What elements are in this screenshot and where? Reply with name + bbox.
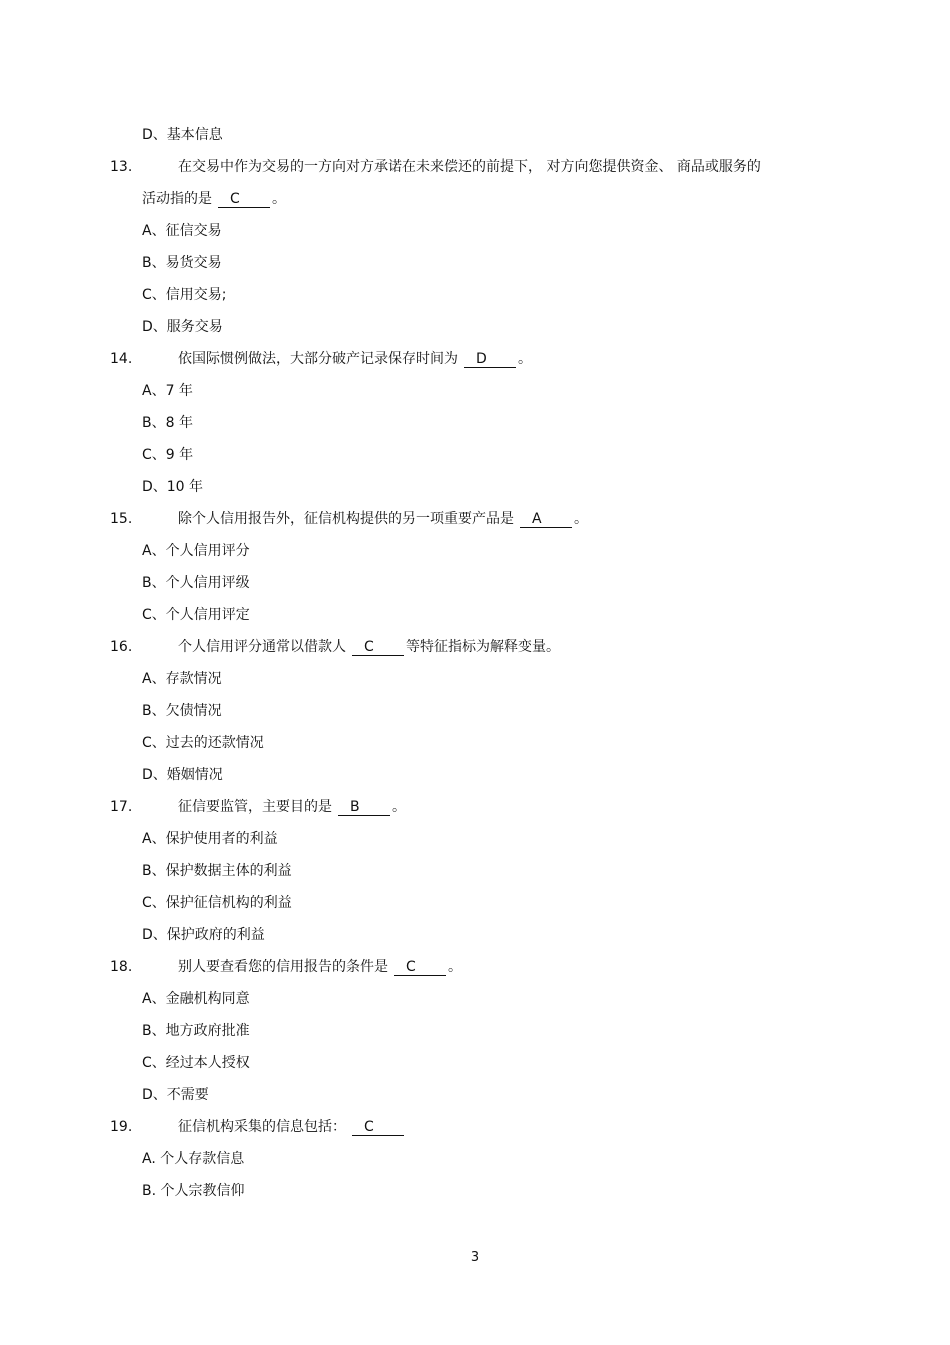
question-14 [0,343,950,375]
option-line [0,983,950,1015]
option-text: D、不需要 [142,1087,209,1103]
question-number: 19. [110,1119,133,1135]
answer-blank: B [338,799,390,816]
option-line [0,279,950,311]
question-text-after: 。 [448,959,462,975]
question-number: 14. [110,351,133,367]
option-text: D、服务交易 [142,319,223,335]
answer-blank: D [464,351,516,368]
option-line [0,407,950,439]
option-text: D、10 年 [142,479,204,495]
option-text: B、8 年 [142,415,193,431]
option-text: C、个人信用评定 [142,607,250,623]
option-text: D、保护政府的利益 [142,927,265,943]
question-13-continued [0,183,950,215]
option-text: D、婚姻情况 [142,767,223,783]
question-text-wrap [178,951,462,983]
question-13 [0,151,950,183]
question-text: 个人信用评分通常以借款人 [178,639,346,655]
option-line [0,599,950,631]
option-line [0,887,950,919]
option-text: D、基本信息 [142,127,223,143]
option-line [0,1079,950,1111]
option-text: C、信用交易; [142,287,227,303]
option-text: C、9 年 [142,447,194,463]
option-text: A. 个人存款信息 [142,1151,245,1167]
question-text: 除个人信用报告外，征信机构提供的另一项重要产品是 [178,511,514,527]
question-18 [0,951,950,983]
option-line [0,1015,950,1047]
question-text-wrap [178,631,560,663]
option-line [0,215,950,247]
answer-blank: A [520,511,572,528]
question-text-after: 等特征指标为解释变量。 [406,639,560,655]
option-text: A、征信交易 [142,223,222,239]
option-text: A、保护使用者的利益 [142,831,278,847]
question-17 [0,791,950,823]
option-line [0,119,950,151]
option-line [0,375,950,407]
page-number: 3 [470,1250,480,1265]
question-number: 18. [110,959,133,975]
option-line [0,823,950,855]
question-number: 17. [110,799,133,815]
option-line [0,471,950,503]
answer-blank: C [352,639,404,656]
question-text-wrap [178,343,532,375]
question-text: 在交易中作为交易的一方向对方承诺在未来偿还的前提下， 对方向您提供资金、 商品或服务的 [178,159,761,175]
question-text: 征信机构采集的信息包括： [178,1119,346,1135]
option-text: B、保护数据主体的利益 [142,863,292,879]
option-line [0,439,950,471]
option-line [0,663,950,695]
question-text-after: 。 [392,799,406,815]
option-line [0,855,950,887]
answer-blank: C [394,959,446,976]
question-number: 13. [110,159,133,175]
option-line [0,535,950,567]
option-text: A、7 年 [142,383,193,399]
question-text-wrap [178,503,588,535]
question-text-wrap [178,1111,406,1143]
question-text: 别人要查看您的信用报告的条件是 [178,959,388,975]
option-text: C、过去的还款情况 [142,735,264,751]
question-text-after: 。 [518,351,532,367]
question-text: 活动指的是 [142,191,212,207]
option-text: A、存款情况 [142,671,222,687]
answer-blank: C [218,191,270,208]
option-line [0,567,950,599]
option-line [0,919,950,951]
question-text: 依国际惯例做法，大部分破产记录保存时间为 [178,351,458,367]
question-number: 15. [110,511,133,527]
question-text-after: 。 [574,511,588,527]
option-line [0,1175,950,1207]
option-text: A、个人信用评分 [142,543,250,559]
option-text: A、金融机构同意 [142,991,250,1007]
question-16 [0,631,950,663]
option-text: C、保护征信机构的利益 [142,895,292,911]
question-text-after: 。 [272,191,286,207]
option-line [0,727,950,759]
option-line [0,759,950,791]
question-15 [0,503,950,535]
question-19 [0,1111,950,1143]
option-line [0,1143,950,1175]
option-line [0,247,950,279]
option-text: B、个人信用评级 [142,575,250,591]
question-number: 16. [110,639,133,655]
question-text-continued [142,183,286,215]
option-text: B、易货交易 [142,255,222,271]
answer-blank: C [352,1119,404,1136]
option-line [0,311,950,343]
option-text: C、经过本人授权 [142,1055,250,1071]
option-line [0,1047,950,1079]
option-text: B、欠债情况 [142,703,222,719]
option-text: B. 个人宗教信仰 [142,1183,245,1199]
option-line [0,695,950,727]
option-text: B、地方政府批准 [142,1023,250,1039]
question-text-wrap [178,791,406,823]
question-text: 征信要监管，主要目的是 [178,799,332,815]
